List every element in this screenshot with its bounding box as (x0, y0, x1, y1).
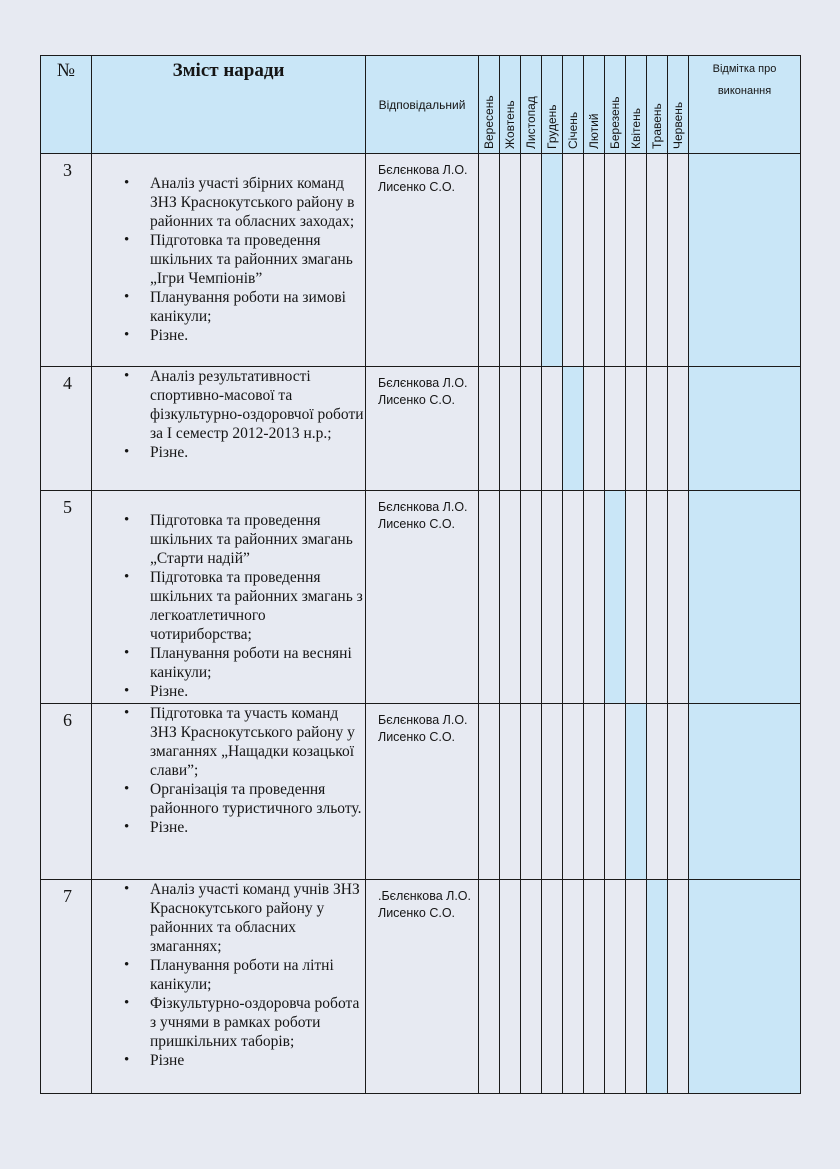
agenda-item: • Організація та проведення районного туристичного зльоту. (150, 780, 365, 818)
responsible-persons (366, 367, 479, 491)
meeting-content (92, 704, 366, 880)
agenda-item: • Різне. (150, 818, 365, 837)
month-cell (647, 154, 668, 367)
responsible-persons (366, 491, 479, 704)
month-cell (542, 367, 563, 491)
responsible-name: .Бєлєнкова Л.О. (378, 889, 471, 903)
month-cell (647, 367, 668, 491)
agenda-item: • Різне. (150, 682, 365, 701)
agenda-item: • Планування роботи на весняні канікули; (150, 644, 365, 682)
month-cell (500, 880, 521, 1094)
header-month-september: Вересень (479, 56, 500, 154)
header-month-april: Квітень (626, 56, 647, 154)
month-cell (584, 367, 605, 491)
meeting-content (92, 367, 366, 491)
agenda-list (92, 491, 365, 701)
month-cell (668, 367, 689, 491)
mark-cell (689, 880, 801, 1094)
row-number: 7 (41, 880, 92, 1094)
agenda-item: • Аналіз результативності спортивно-масової та фізкультурно-оздоровчої роботи за І семестр 2012-2013 н.р.; (150, 367, 365, 443)
agenda-item: • Аналіз участі команд учнів ЗНЗ Краснокутського району у районних та обласних змаганнях; (150, 880, 365, 956)
agenda-item: • Планування роботи на зимові канікули; (150, 288, 365, 326)
month-cell (521, 367, 542, 491)
month-cell (626, 367, 647, 491)
row-number: 3 (41, 154, 92, 367)
month-cell (584, 154, 605, 367)
month-cell (500, 704, 521, 880)
header-responsible: Відповідальний (366, 56, 479, 154)
header-month-may: Травень (647, 56, 668, 154)
month-cell (605, 154, 626, 367)
responsible-name: Лисенко С.О. (378, 180, 456, 194)
header-month-november: Листопад (521, 56, 542, 154)
table-body (41, 154, 801, 1094)
meeting-content (92, 491, 366, 704)
table-row (41, 704, 801, 880)
agenda-item: • Підготовка та участь команд ЗНЗ Краснокутського району у змаганнях „Нащадки козацької слави”; (150, 704, 365, 780)
month-cell (668, 704, 689, 880)
month-cell (521, 880, 542, 1094)
responsible-persons (366, 880, 479, 1094)
agenda-item: • Різне. (150, 326, 365, 345)
month-cell (668, 880, 689, 1094)
month-cell (542, 880, 563, 1094)
header-month-december: Грудень (542, 56, 563, 154)
mark-cell (689, 367, 801, 491)
header-mark: Відмітка про виконання (689, 56, 801, 154)
agenda-item: • Підготовка та проведення шкільних та районних змагань „Старти надій” (150, 511, 365, 568)
meeting-content (92, 880, 366, 1094)
responsible-name: Лисенко С.О. (378, 730, 456, 744)
row-number: 4 (41, 367, 92, 491)
responsible-name: Бєлєнкова Л.О. (378, 500, 468, 514)
agenda-item: • Різне. (150, 443, 365, 462)
agenda-item: • Планування роботи на літні канікули; (150, 956, 365, 994)
header-month-october: Жовтень (500, 56, 521, 154)
month-cell (542, 491, 563, 704)
month-cell (542, 704, 563, 880)
table-row (41, 880, 801, 1094)
row-number: 5 (41, 491, 92, 704)
month-cell (668, 491, 689, 704)
header-content: Зміст наради (92, 56, 366, 154)
responsible-name: Бєлєнкова Л.О. (378, 713, 468, 727)
responsible-name: Бєлєнкова Л.О. (378, 163, 468, 177)
agenda-list (92, 880, 365, 1070)
header-month-june: Червень (668, 56, 689, 154)
month-cell (668, 154, 689, 367)
month-cell (563, 704, 584, 880)
agenda-list (92, 367, 365, 462)
month-cell (626, 154, 647, 367)
month-cell (521, 154, 542, 367)
responsible-name: Лисенко С.О. (378, 393, 456, 407)
month-cell (584, 880, 605, 1094)
agenda-list (92, 704, 365, 837)
month-cell (626, 491, 647, 704)
month-cell (479, 154, 500, 367)
month-cell (479, 491, 500, 704)
responsible-name: Лисенко С.О. (378, 906, 456, 920)
month-cell (479, 367, 500, 491)
header-month-march: Березень (605, 56, 626, 154)
responsible-name: Лисенко С.О. (378, 517, 456, 531)
agenda-item: • Аналіз участі збірних команд ЗНЗ Краснокутського району в районних та обласних заходах; (150, 174, 365, 231)
month-cell (500, 367, 521, 491)
responsible-persons (366, 704, 479, 880)
month-cell (605, 491, 626, 704)
month-cell (479, 704, 500, 880)
month-cell (647, 880, 668, 1094)
mark-cell (689, 704, 801, 880)
month-cell (542, 154, 563, 367)
agenda-item: • Фізкультурно-оздоровча робота з учнями в рамках роботи пришкільних таборів; (150, 994, 365, 1051)
month-cell (605, 704, 626, 880)
month-cell (626, 880, 647, 1094)
month-cell (605, 367, 626, 491)
table-row (41, 491, 801, 704)
table-row (41, 367, 801, 491)
responsible-persons (366, 154, 479, 367)
responsible-name: Бєлєнкова Л.О. (378, 376, 468, 390)
row-number: 6 (41, 704, 92, 880)
agenda-item: • Різне (150, 1051, 365, 1070)
month-cell (500, 154, 521, 367)
mark-cell (689, 154, 801, 367)
month-cell (563, 880, 584, 1094)
month-cell (563, 367, 584, 491)
header-month-february: Лютий (584, 56, 605, 154)
month-cell (521, 491, 542, 704)
month-cell (584, 491, 605, 704)
table-header-row (41, 56, 801, 154)
meetings-plan-table (40, 55, 801, 1094)
meeting-content (92, 154, 366, 367)
month-cell (500, 491, 521, 704)
month-cell (647, 491, 668, 704)
month-cell (563, 491, 584, 704)
month-cell (605, 880, 626, 1094)
month-cell (626, 704, 647, 880)
agenda-list (92, 154, 365, 345)
month-cell (479, 880, 500, 1094)
header-number: № (41, 56, 92, 154)
agenda-item: • Підготовка та проведення шкільних та районних змагань „Ігри Чемпіонів” (150, 231, 365, 288)
month-cell (584, 704, 605, 880)
month-cell (521, 704, 542, 880)
header-month-january: Січень (563, 56, 584, 154)
agenda-item: • Підготовка та проведення шкільних та районних змагань з легкоатлетичного чотириборства; (150, 568, 365, 644)
mark-cell (689, 491, 801, 704)
month-cell (563, 154, 584, 367)
month-cell (647, 704, 668, 880)
table-row (41, 154, 801, 367)
